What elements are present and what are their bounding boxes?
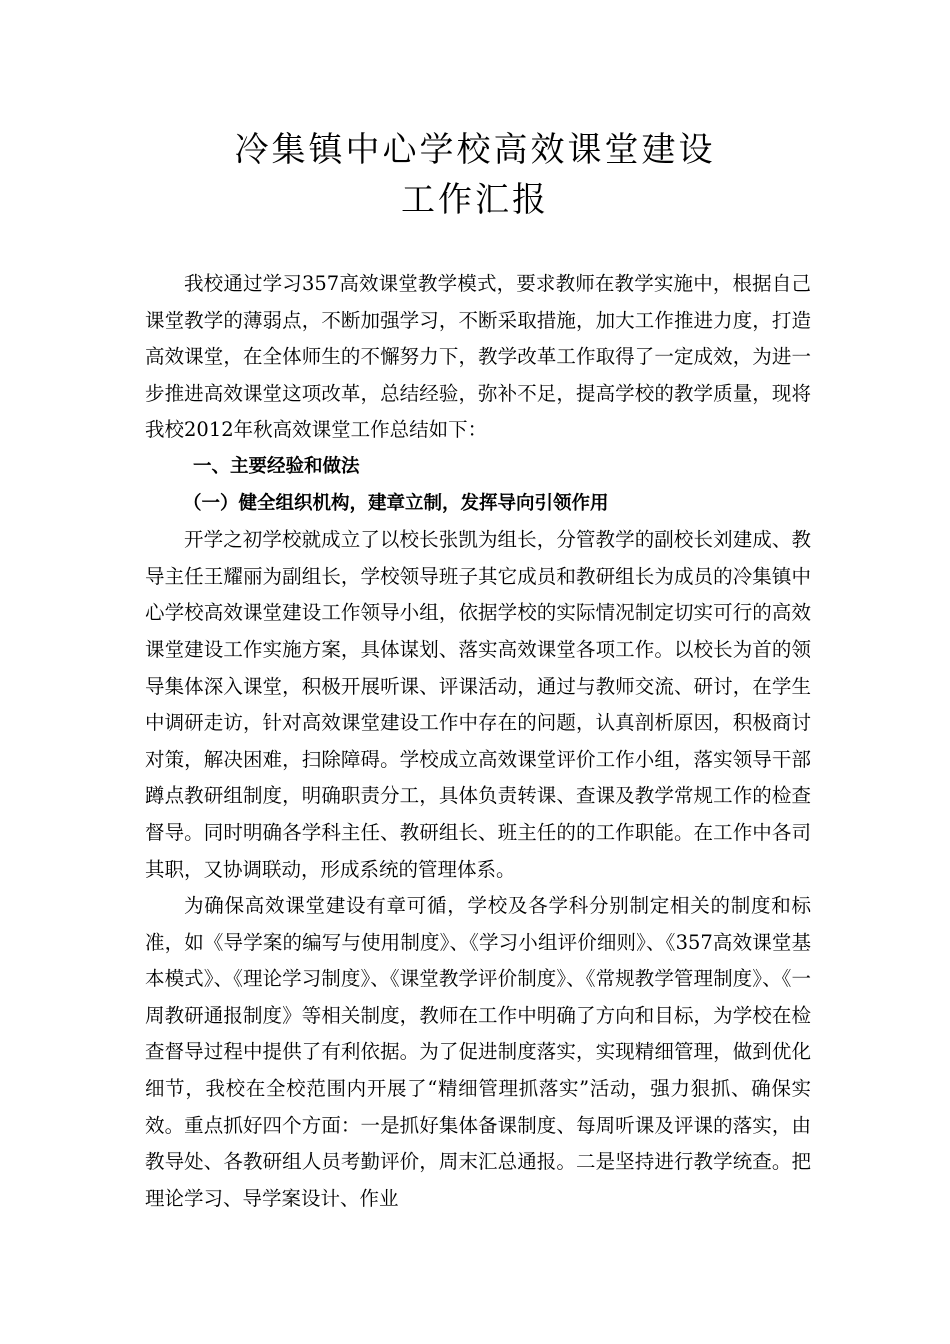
- intro-paragraph: 我校通过学习357高效课堂教学模式，要求教师在教学实施中，根据自己课堂教学的薄弱点，不断加强学习，不断采取措施，加大工作推进力度，打造高效课堂，在全体师生的不懈努力下，教学改革工作取得了一定成效，为进一步推进高效课堂这项改革，总结经验，弥补不足，提高学校的教学质量，现将我校2012年秋高效课堂工作总结如下：: [145, 272, 811, 442]
- document-title-line2: 工作汇报: [401, 180, 549, 220]
- document-body: [145, 266, 811, 1217]
- body-paragraph-1: 开学之初学校就成立了以校长张凯为组长，分管教学的副校长刘建成、教导主任王耀丽为副组长，学校领导班子其它成员和教研组长为成员的冷集镇中心学校高效课堂建设工作领导小组，依据学校的实际情况制定切实可行的高效课堂建设工作实施方案，具体谋划、落实高效课堂各项工作。以校长为首的领导集体深入课堂，积极开展听课、评课活动，通过与教师交流、研讨，在学生中调研走访，针对高效课堂建设工作中存在的问题，认真剖析原因，积极商讨对策，解决困难，扫除障碍。学校成立高效课堂评价工作小组，落实领导干部蹲点教研组制度，明确职责分工，具体负责转课、查课及教学常规工作的检查督导。同时明确各学科主任、教研组长、班主任的的工作职能。在工作中各司其职，又协调联动，形成系统的管理体系。: [145, 528, 811, 881]
- document-title-line1: 冷集镇中心学校高效课堂建设: [234, 130, 716, 170]
- section-heading: 一、主要经验和做法: [193, 455, 360, 477]
- body-paragraph-2: 为确保高效课堂建设有章可循，学校及各学科分别制定相关的制度和标准，如《导学案的编写与使用制度》、《学习小组评价细则》、《357高效课堂基本模式》、《理论学习制度》、《课堂教学评价制度》、《常规教学管理制度》、《一周教研通报制度》等相关制度，教师在工作中明确了方向和目标，为学校在检查督导过程中提供了有利依据。为了促进制度落实，实现精细管理，做到优化细节，我校在全校范围内开展了“精细管理抓落实”活动，强力狠抓、确保实效。重点抓好四个方面：一是抓好集体备课制度、每周听课及评课的落实，由教导处、各教研组人员考勤评价，周末汇总通报。二是坚持进行教学统查。把理论学习、导学案设计、作业: [145, 894, 811, 1210]
- subsection-heading: （一）健全组织机构，建章立制，发挥导向引领作用: [183, 492, 609, 514]
